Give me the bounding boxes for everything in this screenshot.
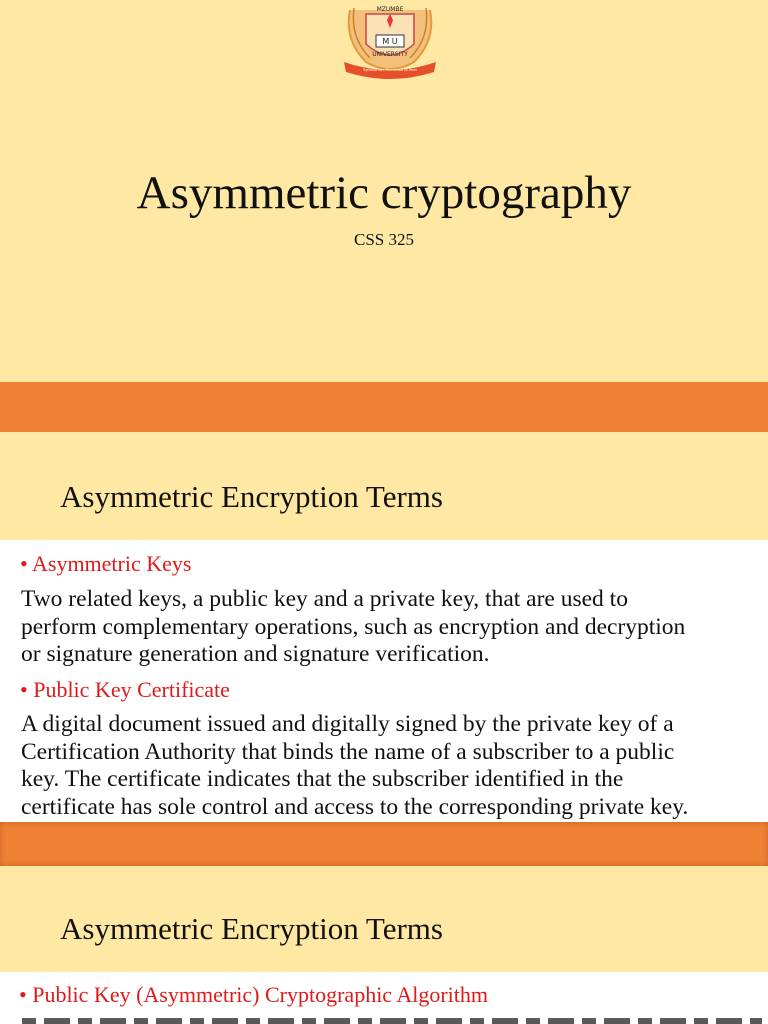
- term-bullet: • Public Key Certificate: [20, 677, 230, 702]
- definition-line: perform complementary operations, such as encryption and decryption: [21, 613, 686, 640]
- slide-body: [0, 972, 768, 1024]
- definition-line: certificate has sole control and access to the corresponding private key.: [21, 793, 689, 820]
- slide-body: [0, 540, 768, 822]
- slide-subtitle: CSS 325: [354, 230, 414, 249]
- logo-motto: Tujifunze kwa Maendeleo ya Watu: [363, 68, 417, 72]
- term-definition: [21, 586, 756, 669]
- university-logo-icon: [336, 0, 444, 80]
- clipped-text-line: [22, 1018, 762, 1024]
- term-bullet: • Public Key (Asymmetric) Cryptographic Algorithm: [19, 982, 489, 1007]
- definition-line: Certification Authority that binds the name of a subscriber to a public: [21, 738, 675, 765]
- slide-heading: Asymmetric Encryption Terms: [60, 911, 443, 946]
- logo-bottom-text: UNIVERSITY: [372, 51, 408, 58]
- definition-line: Two related keys, a public key and a private key, that are used to: [21, 586, 628, 612]
- logo-letters: M U: [382, 37, 398, 46]
- definition-line: key. The certificate indicates that the subscriber identified in the: [21, 766, 624, 792]
- slide-divider-band: [0, 822, 768, 866]
- title-slide: [0, 0, 768, 382]
- term-bullet: • Asymmetric Keys: [20, 551, 192, 576]
- slide-heading: Asymmetric Encryption Terms: [60, 479, 443, 514]
- slide-header: [0, 866, 768, 972]
- definition-line: A digital document issued and digitally signed by the private key of a: [21, 711, 674, 737]
- logo-top-text: MZUMBE: [376, 6, 404, 13]
- term-definition: [21, 711, 756, 821]
- slide-header: [0, 432, 768, 540]
- slide-title: Asymmetric cryptography: [136, 167, 632, 219]
- slide-divider-band: [0, 382, 768, 432]
- definition-line: or signature generation and signature verification.: [21, 641, 490, 667]
